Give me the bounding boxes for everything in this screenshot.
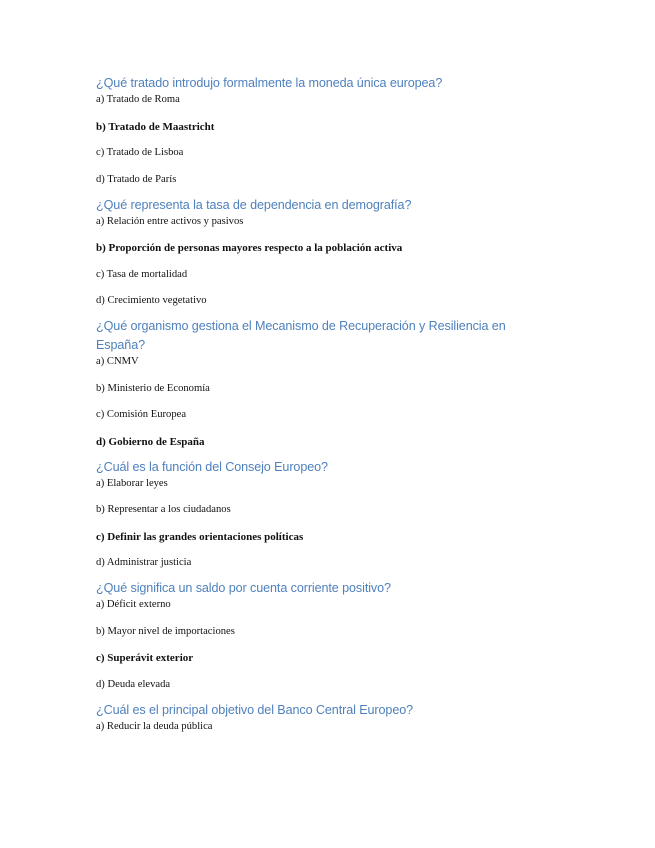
answer-option-d: d) Deuda elevada — [96, 678, 171, 690]
answer-option-d: d) Crecimiento vegetativo — [96, 295, 207, 306]
answer-option-a: a) Tratado de Roma — [96, 94, 180, 105]
question-block-5 — [96, 579, 536, 692]
answer-option-c-correct: c) Definir las grandes orientaciones políticas — [96, 530, 304, 543]
question-heading: ¿Qué significa un saldo por cuenta corriente positivo? — [96, 581, 391, 595]
question-block-3 — [96, 317, 536, 449]
answer-option-c-correct: c) Superávit exterior — [96, 652, 194, 664]
answer-option-c: c) Tratado de Lisboa — [96, 147, 184, 158]
answer-option-d: d) Tratado de París — [96, 173, 177, 185]
question-heading: ¿Qué organismo gestiona el Mecanismo de Recuperación y Resiliencia en España? — [96, 319, 506, 352]
question-block-4 — [96, 458, 536, 571]
answer-option-b-correct: b) Tratado de Maastricht — [96, 120, 215, 133]
answer-option-d: d) Administrar justicia — [96, 557, 192, 568]
answer-option-b: b) Ministerio de Economía — [96, 382, 210, 394]
answer-option-a: a) Déficit externo — [96, 599, 171, 610]
answer-option-a: a) Relación entre activos y pasivos — [96, 215, 244, 227]
answer-option-c: c) Comisión Europea — [96, 409, 187, 420]
question-block-1 — [96, 74, 536, 187]
question-heading: ¿Cuál es la función del Consejo Europeo? — [96, 459, 328, 474]
answer-option-b-correct: b) Proporción de personas mayores respecto a la población activa — [96, 242, 403, 254]
question-heading: ¿Qué representa la tasa de dependencia en demografía? — [96, 197, 412, 212]
answer-option-d-correct: d) Gobierno de España — [96, 435, 205, 448]
question-heading: ¿Cuál es el principal objetivo del Banco Central Europeo? — [96, 702, 414, 717]
question-heading: ¿Qué tratado introdujo formalmente la moneda única europea? — [96, 76, 443, 90]
question-block-6 — [96, 701, 536, 734]
answer-option-c: c) Tasa de mortalidad — [96, 268, 188, 280]
answer-option-b: b) Mayor nivel de importaciones — [96, 625, 235, 637]
answer-option-a: a) Elaborar leyes — [96, 477, 168, 489]
answer-option-a: a) CNMV — [96, 356, 139, 367]
question-block-2 — [96, 196, 536, 309]
answer-option-a: a) Reducir la deuda pública — [96, 720, 213, 732]
answer-option-b: b) Representar a los ciudadanos — [96, 504, 231, 515]
document-body — [96, 74, 536, 746]
